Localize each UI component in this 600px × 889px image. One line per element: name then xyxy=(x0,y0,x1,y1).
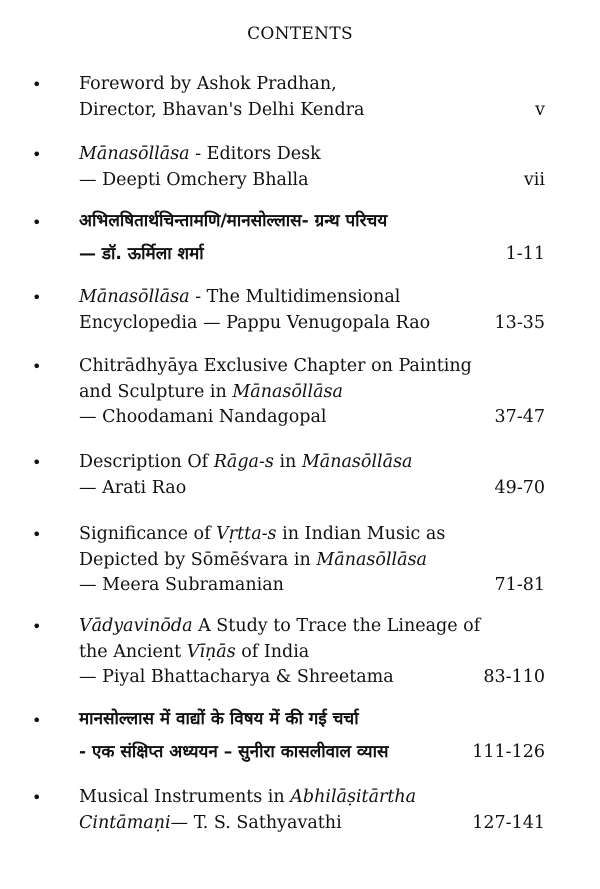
entry-text: Foreword by Ashok Pradhan, xyxy=(79,74,337,94)
entry-text: — Choodamani Nandagopal xyxy=(79,407,327,427)
entry-line xyxy=(79,450,479,476)
entry-line xyxy=(79,785,479,811)
entry-text: अभिलषितार्थचिन्तामणि/मानसोल्लास- ग्रन्थ परिचय xyxy=(79,211,388,231)
page-number: 83-110 xyxy=(483,667,545,687)
italic-text: Rāga-s xyxy=(213,452,274,472)
entry-line xyxy=(79,238,479,271)
entry-line xyxy=(79,703,479,736)
entry-text: - Editors Desk xyxy=(189,144,321,164)
entry-text: — Arati Rao xyxy=(79,477,187,498)
entry-text: Musical Instruments in xyxy=(79,787,291,807)
entry-text: — डॉ. ऊर्मिला शर्मा xyxy=(79,244,204,264)
page-number: 71-81 xyxy=(494,575,545,595)
italic-text: Vīṇās xyxy=(186,641,236,662)
page-number: 49-70 xyxy=(494,477,545,498)
entry-line xyxy=(79,354,479,380)
entry-line xyxy=(79,405,479,431)
entry-line xyxy=(79,205,479,238)
entry-line xyxy=(79,736,479,769)
bullet-icon: • xyxy=(32,453,42,472)
entry-text: in xyxy=(273,452,302,472)
entry-line xyxy=(79,285,479,311)
entry-text: in Indian Music as xyxy=(276,524,446,544)
italic-text: Mānasōllāsa xyxy=(79,287,190,307)
entry-line xyxy=(79,98,479,124)
entry-line xyxy=(79,142,479,168)
entry-line xyxy=(79,665,479,691)
entry-line xyxy=(79,811,479,837)
entry-line xyxy=(79,640,479,666)
entry-text: — Meera Subramanian xyxy=(79,575,284,595)
entry-text: Chitrādhyāya Exclusive Chapter on Painting xyxy=(79,356,472,376)
entry-line xyxy=(79,573,479,599)
bullet-icon: • xyxy=(32,213,42,232)
bullet-icon: • xyxy=(32,788,42,807)
bullet-icon: • xyxy=(32,75,42,94)
page-number: 1-11 xyxy=(505,244,545,264)
bullet-icon: • xyxy=(32,145,42,164)
italic-text: Cintāmaṇi xyxy=(79,812,171,833)
page-number: 13-35 xyxy=(494,312,545,333)
entry-text: Director, Bhavan's Delhi Kendra xyxy=(79,99,365,120)
entry-line xyxy=(79,476,479,502)
entry-line xyxy=(79,311,479,337)
entry-text: Encyclopedia — Pappu Venugopala Rao xyxy=(79,312,431,333)
bullet-icon: • xyxy=(32,617,42,636)
italic-text: Abhilāṣitārtha xyxy=(290,787,417,807)
bullet-icon: • xyxy=(32,711,42,730)
italic-text: Mānasōllāsa xyxy=(79,144,190,164)
italic-text: Vādyavinōda xyxy=(79,616,193,636)
entry-line xyxy=(79,522,479,548)
entry-text: - The Multidimensional xyxy=(189,287,401,307)
entry-text: — T. S. Sathyavathi xyxy=(170,812,342,833)
entry-line xyxy=(79,72,479,98)
entry-text: मानसोल्लास में वाद्यों के विषय में की गई चर्चा xyxy=(79,709,359,729)
entry-text: — Piyal Bhattacharya & Shreetama xyxy=(79,667,394,687)
bullet-icon: • xyxy=(32,525,42,544)
page-number: v xyxy=(535,99,545,120)
entry-text: - एक संक्षिप्त अध्ययन – सुनीरा कासलीवाल व्यास xyxy=(79,742,389,762)
entry-line xyxy=(79,614,479,640)
entry-text: the Ancient xyxy=(79,641,187,662)
page-title: CONTENTS xyxy=(247,24,353,44)
entry-text: A Study to Trace the Lineage of xyxy=(192,616,481,636)
italic-text: Vṛtta-s xyxy=(216,524,277,544)
italic-text: Mānasōllāsa xyxy=(301,452,413,472)
bullet-icon: • xyxy=(32,357,42,376)
entry-line xyxy=(79,168,479,194)
entry-line xyxy=(79,380,479,406)
italic-text: Mānasōllāsa xyxy=(316,549,427,570)
entry-text: of India xyxy=(235,641,310,662)
page-number: 37-47 xyxy=(494,407,545,427)
entry-text: and Sculpture in xyxy=(79,381,233,402)
entry-text: Significance of xyxy=(79,524,217,544)
page-number: 111-126 xyxy=(472,742,545,762)
page-number: 127-141 xyxy=(472,812,545,833)
page-number: vii xyxy=(523,169,545,190)
entry-text: Depicted by Sōmēśvara in xyxy=(79,549,317,570)
italic-text: Mānasōllāsa xyxy=(232,381,343,402)
entry-line xyxy=(79,548,479,574)
entry-text: Description Of xyxy=(79,452,214,472)
entry-text: — Deepti Omchery Bhalla xyxy=(79,169,309,190)
bullet-icon: • xyxy=(32,288,42,307)
